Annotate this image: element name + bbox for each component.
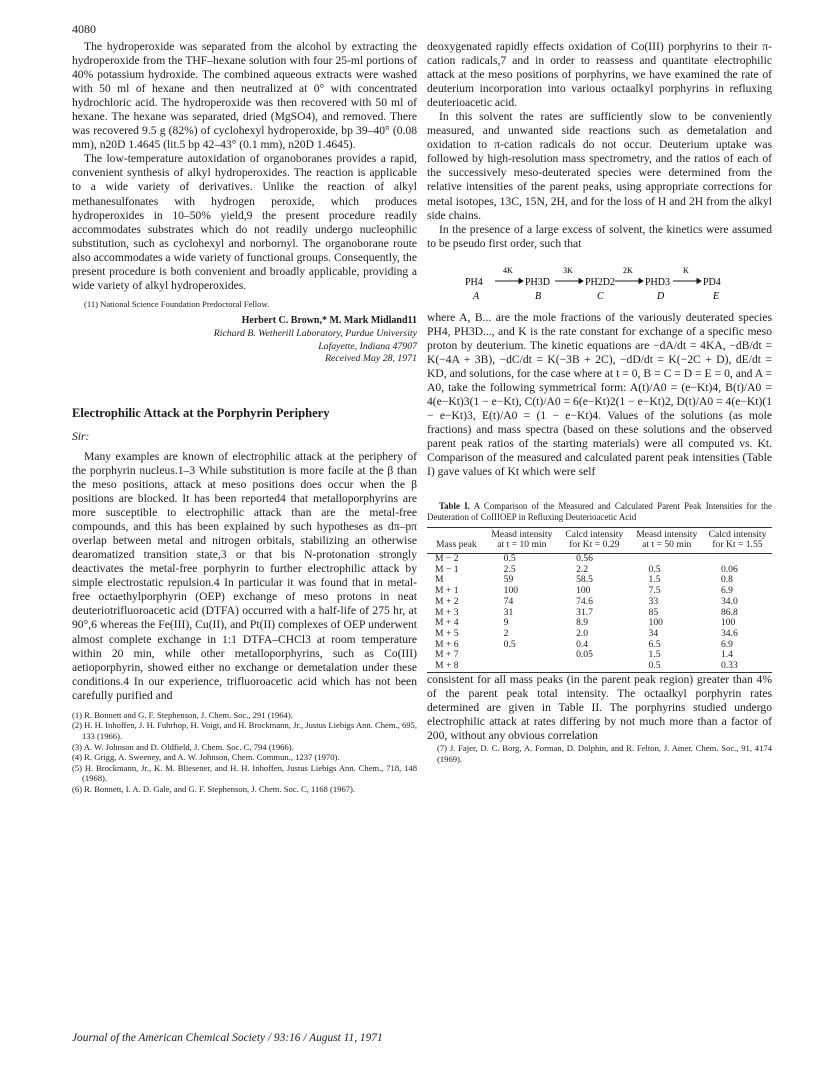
intensity-cell: 1.5 xyxy=(648,574,661,586)
rate-label: 3K xyxy=(563,265,573,275)
footnote: (3) A. W. Johnson and D. Oldfield, J. Chem. Soc. C, 794 (1966). xyxy=(72,741,294,752)
intensity-cell: 6.9 xyxy=(720,585,733,597)
arrow-head xyxy=(697,278,701,283)
footnotes xyxy=(72,710,417,795)
table-row xyxy=(427,661,772,672)
intensity-cell: 0.5 xyxy=(648,563,661,575)
author-names: Herbert C. Brown,* M. Mark Midland11 xyxy=(241,315,417,327)
species-letter: E xyxy=(713,290,720,302)
intensity-cell: 74.6 xyxy=(576,595,593,607)
arrow-head xyxy=(519,278,523,283)
data-table xyxy=(427,527,772,673)
column-header: Calcd intensity for Kt = 1.55 xyxy=(703,527,772,553)
table-header-row xyxy=(427,527,772,553)
mass-peak-cell: M + 3 xyxy=(435,606,459,618)
intensity-cell: 100 xyxy=(648,617,663,629)
footnote: (4) R. Grigg, A. Sweeney, and A. W. Johnson, Chem. Commun., 1237 (1970). xyxy=(72,752,340,763)
affiliation-location: Lafayette, Indiana 47907 xyxy=(318,340,417,352)
species-label: PH4 xyxy=(465,276,483,288)
intensity-cell: 1.4 xyxy=(720,649,733,661)
intensity-cell: 0.4 xyxy=(576,638,589,650)
intensity-cell: 6.9 xyxy=(720,638,733,650)
paragraph: deoxygenated rapidly effects oxidation of Co(III) porphyrins to their π-cation radicals,7 and in order to reassess and quantitate electrophilic attack at the meso positions of porphyrins, we have examined the rate of deuterium incorporation into various octaalkyl porphyrins in refluxing deuterioacetic acid. xyxy=(427,40,772,110)
mass-peak-cell: M xyxy=(435,574,444,586)
intensity-cell: 74 xyxy=(503,595,514,607)
species-letter: C xyxy=(597,290,604,302)
intensity-cell: 31 xyxy=(503,606,514,618)
species-label: PH3D xyxy=(525,276,551,288)
left-column xyxy=(72,40,417,795)
intensity-cell: 0.5 xyxy=(631,661,703,672)
intensity-cell xyxy=(486,661,558,672)
intensity-cell: 1.5 xyxy=(648,649,661,661)
intensity-cell: 6.5 xyxy=(648,638,661,650)
intensity-cell: 59 xyxy=(503,574,514,586)
article-title: Electrophilic Attack at the Porphyrin Periphery xyxy=(72,405,330,420)
paragraph: consistent for all mass peaks (in the parent peak region) greater than 4% of the parent peak total intensity. The octaalkyl porphyrin rates determined are given in Table II. The porphyrins studied undergo electrophilic attack at rates differing by not much more than a factor of 200, without any obvious correlation xyxy=(427,672,772,742)
intensity-cell: 100 xyxy=(576,585,591,597)
intensity-cell: 0.06 xyxy=(720,563,738,575)
table-caption xyxy=(427,501,772,523)
paragraph: Many examples are known of electrophilic attack at the periphery of the porphyrin nucleus.1–3 While substitution is more facile at the β than the meso positions, attack at meso positions does occur when the β positions are blocked. It has been reported4 that metalloporphyrins are more susceptible to electrophilic attack than are the metal-free compounds, and this has been explained by such hypotheses as dπ–pπ overlap between metal and nitrogen orbitals, stabilizing an otherwise dearomatized transition state,3 or that bis N-protonation strongly deactivates the metal-free porphyrin to further electrophilic attack by simple electrostatic repulsion.4 In particular it was found that in metal-free octaethylporphyrin (OEP) exchange of meso protons in neat deuteriotrifluoroacetic acid (DTFA) occurred with a half-life of 275 hr, at 90°,6 whereas the Fe(III), Cu(II), and Pt(II) complexes of OEP underwent almost complete exchange in 1:1 DTFA–CHCl3 at room temperature within 20 min, while other metalloporphyrins, such as Co(III) aetioporphyrin, showed either no exchange or demetalation under these conditions.4 In our experience, trifluoroacetic acid which has not been carefully purified and xyxy=(72,449,417,702)
intensity-cell: 2.5 xyxy=(503,563,516,575)
intensity-cell: 2.0 xyxy=(576,627,589,639)
intensity-cell: 0.8 xyxy=(720,574,733,586)
intensity-cell xyxy=(631,554,703,565)
paragraph: The hydroperoxide was separated from the alcohol by extracting the hydroperoxide from the THF–hexane solution with four 25-ml portions of 40% potassium hydroxide. The combined aqueous extracts were washed with 50 ml of hexane and then neutralized at 0° with concentrated hydrochloric acid. The hydroperoxide was then recovered with 50 ml of hexane. The hexane was separated, dried (MgSO4), and removed. There was recovered 9.5 g (82%) of cyclohexyl hydroperoxide, bp 39–40° (0.08 mm), n20D 1.4645 (lit.5 bp 42–43° (0.1 mm), n20D 1.4645). xyxy=(72,40,417,152)
intensity-cell: 100 xyxy=(503,585,519,597)
paragraph: where A, B... are the mole fractions of the variously deuterated species PH4, PH3D..., and K is the rate constant for exchange of a specific meso proton by deuterium. The kinetic equations are −dA/dt = 4KA, −dB/dt = K(−4A + 3B), −dC/dt = K(−3B + 2C), −dD/dt = K(−2C + D), dE/dt = KD, and solutions, for the case where at t = 0, B = C = D = E = 0, and A = A0, take the following symmetrical form: A(t)/A0 = (e−Kt)4, B(t)/A0 = 4(e−Kt)3(1 − e−Kt), C(t)/A0 = 6(e−Kt)2(1 − e−Kt)2, D(t)/A0 = 4(e−Kt)(1 − e−Kt)3, E(t)/A0 = (1 − e−Kt)4. Values of the solutions (as mole fractions) and mass spectra (based on these solutions and the observed parent peak ratios of the starting materials) were all computed vs. Kt. Comparison of the measured and calculated parent peak intensities (Table I) gave values of Kt which were self xyxy=(427,310,772,479)
intensity-cell: 0.5 xyxy=(503,553,516,565)
table-caption-text: A Comparison of the Measured and Calculated Parent Peak Intensities for the Deuteration of CoIIIOEP in Refluxing Deuterioacetic Acid xyxy=(427,501,772,523)
intensity-cell: 8.9 xyxy=(576,617,589,629)
rate-label: K xyxy=(683,265,689,275)
intensity-cell: 0.5 xyxy=(503,638,516,650)
column-header: Mass peak xyxy=(427,527,486,553)
paragraph: In the presence of a large excess of solvent, the kinetics were assumed to be pseudo first order, such that xyxy=(427,222,772,250)
column-header: Measd intensity at t = 50 min xyxy=(631,527,703,553)
intensity-cell: 34.0 xyxy=(720,595,738,607)
intensity-cell: 2 xyxy=(503,627,509,639)
intensity-cell: 34.6 xyxy=(720,627,738,639)
mass-peak-cell: M + 4 xyxy=(435,617,459,629)
intensity-cell: 0.05 xyxy=(576,649,593,661)
species-letter: B xyxy=(535,290,542,302)
table-caption-label: Table I. xyxy=(439,501,470,512)
mass-peak-cell: M + 7 xyxy=(435,649,459,661)
intensity-cell: 2.2 xyxy=(576,563,589,575)
intensity-cell: 9 xyxy=(503,617,509,629)
species-letter: A xyxy=(473,290,480,302)
footnote: (5) H. Brockmann, Jr., K. M. Bliesener, and H. H. Inhoffen, Justus Liebigs Ann. Chem., 718, 148 (1968). xyxy=(72,762,417,784)
kinetic-scheme xyxy=(465,259,772,303)
species-letter: D xyxy=(657,290,665,302)
species-label: PH2D2 xyxy=(585,276,616,288)
page-number: 4080 xyxy=(72,22,96,36)
intensity-cell: 85 xyxy=(648,606,659,618)
footnote: (7) J. Fajer, D. C. Borg, A. Forman, D. Dolphin, and R. Felton, J. Amer. Chem. Soc., 91, 4174 (1969). xyxy=(437,743,772,764)
paragraph: The low-temperature autoxidation of organoboranes provides a rapid, convenient synthesis of alkyl hydroperoxides. The reaction is applicable to a wide variety of derivatives. Unlike the reaction of alkyl methanesulfonates with hydrogen peroxide, which produces hydroperoxides in 10–50% yield,9 the present procedure readily accommodates substrates which do not readily undergo nucleophilic substitution, such as cyclohexyl and norbornyl. The organoborane route also accommodates a wide variety of functional groups. Consequently, the present procedure is both convenient and broadly applicable, providing a wide variety of alkyl hydroperoxides. xyxy=(72,152,417,292)
journal-footer: Journal of the American Chemical Society / 93:16 / August 11, 1971 xyxy=(72,1032,383,1044)
arrow-head xyxy=(639,278,643,283)
column-header: Calcd intensity for Kt = 0.29 xyxy=(558,527,630,553)
species-label: PHD3 xyxy=(645,276,671,288)
mass-peak-cell: M − 2 xyxy=(435,553,459,565)
received-date: Received May 28, 1971 xyxy=(325,353,417,365)
footnote: (1) R. Bonnett and G. F. Stephenson, J. Chem. Soc., 291 (1964). xyxy=(72,709,293,720)
mass-peak-cell: M + 8 xyxy=(427,661,486,672)
species-label: PD4 xyxy=(703,276,721,288)
intensity-cell: 100 xyxy=(720,617,736,629)
salutation: Sir: xyxy=(72,429,90,443)
intensity-cell: 0.33 xyxy=(703,661,772,672)
intensity-cell xyxy=(558,661,630,672)
column-header: Measd intensity at t = 10 min xyxy=(486,527,558,553)
author-block xyxy=(72,315,417,365)
table-body xyxy=(427,554,772,673)
footnote: (11) National Science Foundation Predoctoral Fellow. xyxy=(84,298,270,309)
intensity-cell: 33 xyxy=(648,595,659,607)
intensity-cell: 0.56 xyxy=(576,553,593,565)
mass-peak-cell: M + 2 xyxy=(435,595,459,607)
arrow-head xyxy=(579,278,583,283)
intensity-cell xyxy=(486,650,558,661)
table-i xyxy=(427,501,772,673)
paragraph: In this solvent the rates are sufficiently slow to be conveniently measured, and unwanted side reactions such as demetalation and oxidation to π-cation radicals do not occur. Deuterium uptake was followed by high-resolution mass spectrometry, and the ratios of each of the successively meso-deuterated species were determined from the relative intensities of the parent peaks, using appropriate corrections for metal isotopes, 13C, 15N, 2H, and for the loss of H and 2H from the alkyl side chains. xyxy=(427,110,772,222)
affiliation: Richard B. Wetherill Laboratory, Purdue University xyxy=(213,328,417,340)
mass-peak-cell: M + 1 xyxy=(435,585,459,597)
footnote: (6) R. Bonnett, I. A. D. Gale, and G. F. Stephenson, J. Chem. Soc. C, 1168 (1967). xyxy=(72,783,356,794)
mass-peak-cell: M + 6 xyxy=(435,638,459,650)
intensity-cell: 31.7 xyxy=(576,606,593,618)
table-row xyxy=(427,597,772,608)
rate-label: 2K xyxy=(623,265,633,275)
intensity-cell: 58.5 xyxy=(576,574,593,586)
intensity-cell: 86.8 xyxy=(720,606,738,618)
mass-peak-cell: M + 5 xyxy=(435,627,459,639)
right-column xyxy=(427,40,772,764)
footnote: (2) H. H. Inhoffen, J. H. Fuhrhop, H. Voigt, and H. Brockmann, Jr., Justus Liebigs Ann. Chem., 695, 133 (1966). xyxy=(72,720,417,741)
intensity-cell: 34 xyxy=(648,627,659,639)
mass-peak-cell: M − 1 xyxy=(435,563,459,575)
intensity-cell: 7.5 xyxy=(648,585,661,597)
rate-label: 4K xyxy=(503,265,513,275)
